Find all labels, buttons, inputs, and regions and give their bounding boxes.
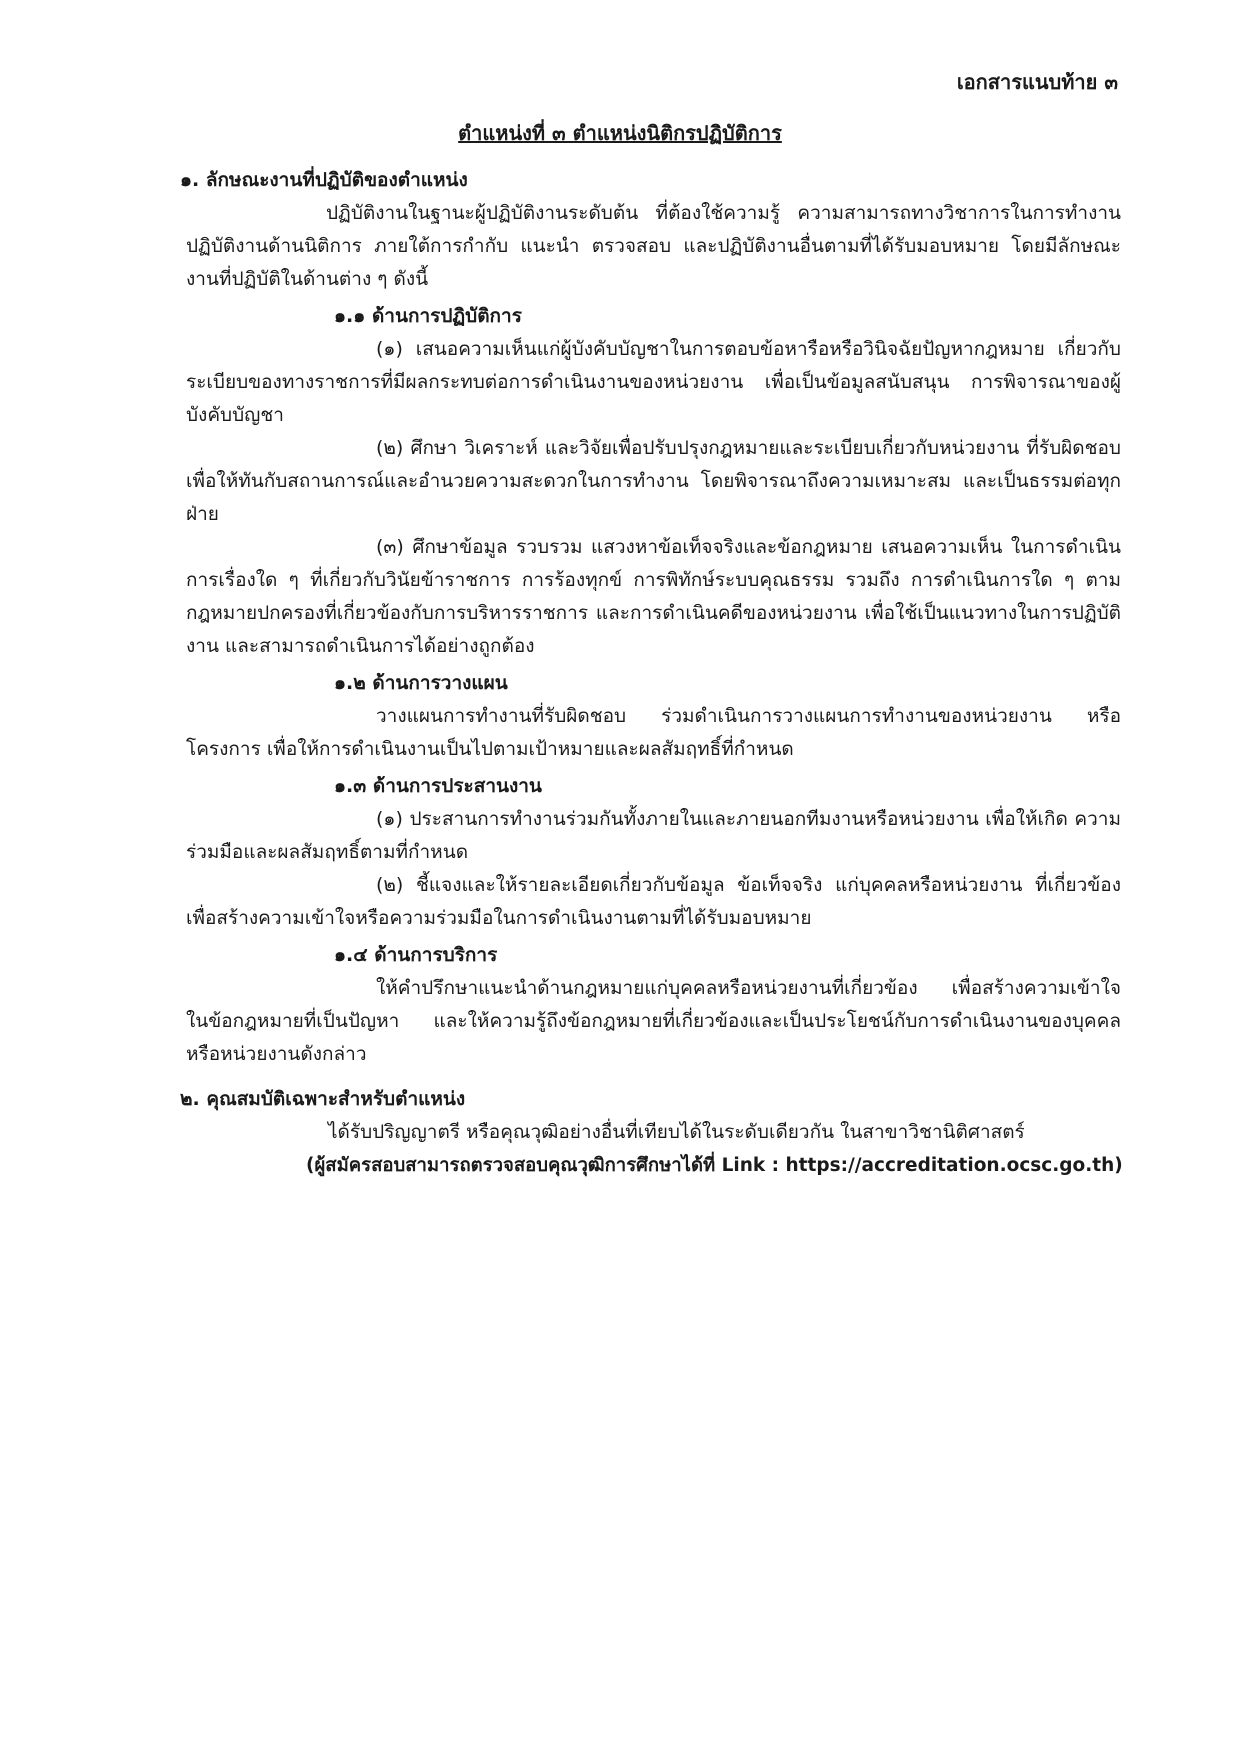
subsection-1-1-item-2: (๒) ศึกษา วิเคราะห์ และวิจัยเพื่อปรับปรุงกฎหมายและระเบียบเกี่ยวกับหน่วยงาน ที่รับผิดชอบ เพื่อให้ทันกับสถานการณ์และอำนวยความสะดวกในการทำงาน โดยพิจารณาถึงความเหมาะสม และเป็นธรรมต่อทุกฝ่าย xyxy=(186,437,1121,525)
section-2-qualification: ได้รับปริญญาตรี หรือคุณวุฒิอย่างอื่นที่เทียบได้ในระดับเดียวกัน ในสาขาวิชานิติศาสตร์ xyxy=(328,1121,1025,1143)
document-body xyxy=(180,164,1123,1182)
page-title: ตำแหน่งที่ ๓ ตำแหน่งนิติกรปฏิบัติการ xyxy=(458,121,782,145)
subsection-1-4-heading: ๑.๔ ด้านการบริการ xyxy=(334,944,498,966)
section-2-heading: ๒. คุณสมบัติเฉพาะสำหรับตำแหน่ง xyxy=(180,1088,466,1110)
section-1-intro: ปฏิบัติงานในฐานะผู้ปฏิบัติงานระดับต้น ที่ต้องใช้ความรู้ ความสามารถทางวิชาการในการทำงาน ปฏิบัติงานด้านนิติการ ภายใต้การกำกับ แนะนำ ตรวจสอบ และปฏิบัติงานอื่นตามที่ได้รับมอบหมาย โดยมีลักษณะงานที่ปฏิบัติในด้านต่าง ๆ ดังนี้ xyxy=(186,202,1121,290)
subsection-1-2-text: วางแผนการทำงานที่รับผิดชอบ ร่วมดำเนินการวางแผนการทำงานของหน่วยงาน หรือโครงการ เพื่อให้การดำเนินงานเป็นไปตามเป้าหมายและผลสัมฤทธิ์ที่กำหนด xyxy=(186,705,1121,760)
subsection-1-2-heading: ๑.๒ ด้านการวางแผน xyxy=(334,672,508,694)
subsection-1-3-item-2: (๒) ชี้แจงและให้รายละเอียดเกี่ยวกับข้อมูล ข้อเท็จจริง แก่บุคคลหรือหน่วยงาน ที่เกี่ยวข้อง เพื่อสร้างความเข้าใจหรือความร่วมมือในการดำเนินงานตามที่ได้รับมอบหมาย xyxy=(186,874,1121,929)
subsection-1-1-item-1: (๑) เสนอความเห็นแก่ผู้บังคับบัญชาในการตอบข้อหารือหรือวินิจฉัยปัญหากฎหมาย เกี่ยวกับระเบียบของทางราชการที่มีผลกระทบต่อการดำเนินงานของหน่วยงาน เพื่อเป็นข้อมูลสนับสนุน การพิจารณาของผู้บังคับบัญชา xyxy=(186,338,1121,426)
subsection-1-1-item-3: (๓) ศึกษาข้อมูล รวบรวม แสวงหาข้อเท็จจริงและข้อกฎหมาย เสนอความเห็น ในการดำเนินการเรื่องใด ๆ ที่เกี่ยวกับวินัยข้าราชการ การร้องทุกข์ การพิทักษ์ระบบคุณธรรม รวมถึง การดำเนินการใด ๆ ตามกฎหมายปกครองที่เกี่ยวข้องกับการบริหารราชการ และการดำเนินคดีของหน่วยงาน เพื่อใช้เป็นแนวทางในการปฏิบัติงาน และสามารถดำเนินการได้อย่างถูกต้อง xyxy=(186,536,1121,657)
annex-label: เอกสารแนบท้าย ๓ xyxy=(956,70,1118,94)
subsection-1-1-heading: ๑.๑ ด้านการปฏิบัติการ xyxy=(334,305,522,327)
subsection-1-3-item-1: (๑) ประสานการทำงานร่วมกันทั้งภายในและภายนอกทีมงานหรือหน่วยงาน เพื่อให้เกิด ความร่วมมือและผลสัมฤทธิ์ตามที่กำหนด xyxy=(186,808,1121,863)
subsection-1-4-text: ให้คำปรึกษาแนะนำด้านกฎหมายแก่บุคคลหรือหน่วยงานที่เกี่ยวข้อง เพื่อสร้างความเข้าใจ ในข้อกฎหมายที่เป็นปัญหา และให้ความรู้ถึงข้อกฎหมายที่เกี่ยวข้องและเป็นประโยชน์กับการดำเนินงานของบุคคล หรือหน่วยงานดังกล่าว xyxy=(186,977,1121,1065)
section-1-heading: ๑. ลักษณะงานที่ปฏิบัติของตำแหน่ง xyxy=(180,169,468,191)
subsection-1-3-heading: ๑.๓ ด้านการประสานงาน xyxy=(334,775,542,797)
section-2-accreditation-note: (ผู้สมัครสอบสามารถตรวจสอบคุณวุฒิการศึกษาได้ที่ Link : https://accreditation.ocsc.go.th) xyxy=(306,1155,1123,1176)
